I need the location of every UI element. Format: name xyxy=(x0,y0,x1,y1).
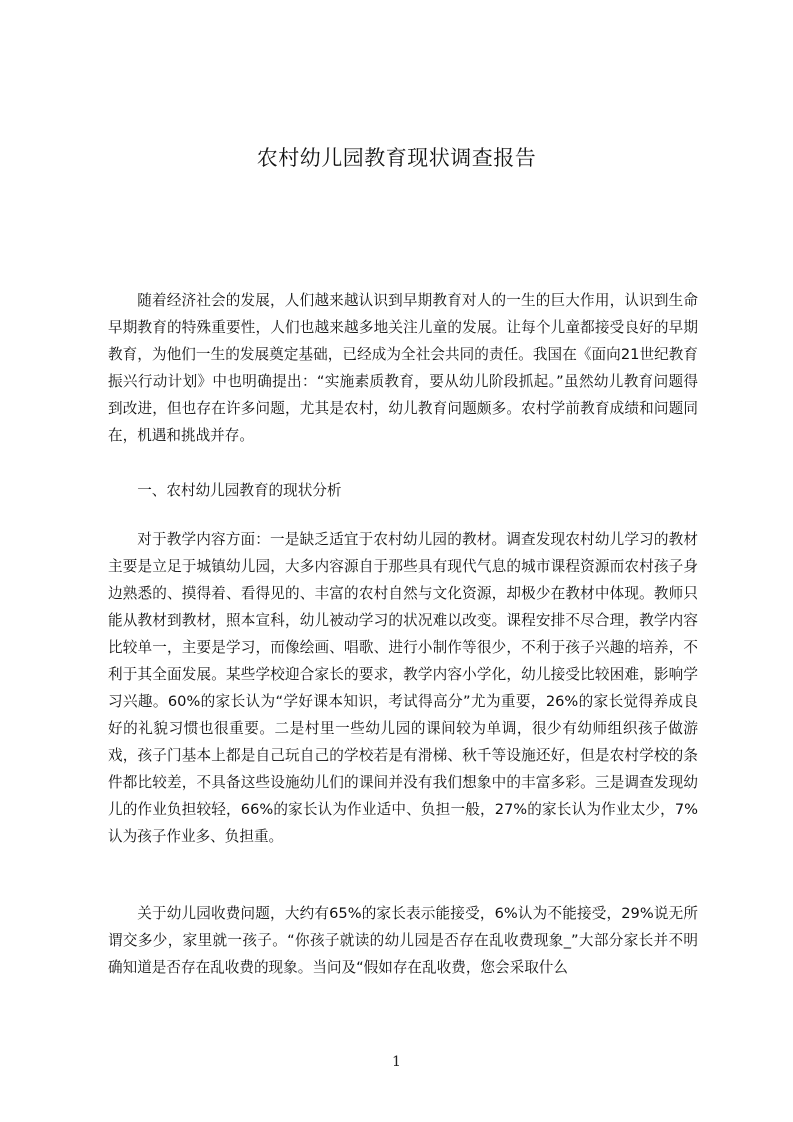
fees-paragraph: 关于幼儿园收费问题，大约有65%的家长表示能接受，6%认为不能接受，29%说无所谓交多少，家里就一孩子。“你孩子就读的幼儿园是否存在乱收费现象_”大部分家长并不明确知道是否存在乱收费的现象。当问及“假如存在乱收费，您会采取什么 xyxy=(108,905,698,976)
section-heading: 一、农村幼儿园教育的现状分析 xyxy=(137,482,342,499)
document-title: 农村幼儿园教育现状调查报告 xyxy=(256,146,537,170)
intro-paragraph: 随着经济社会的发展，人们越来越认识到早期教育对人的一生的巨大作用，认识到生命早期教育的特殊重要性，人们也越来越多地关注儿童的发展。让每个儿童都接受良好的早期教育，为他们一生的发展奠定基础，已经成为全社会共同的责任。我国在《面向21世纪教育振兴行动计划》中也明确提出：“实施素质教育，要从幼儿阶段抓起。”虽然幼儿教育问题得到改进，但也存在许多问题，尤其是农村，幼儿教育问题颇多。农村学前教育成绩和问题同在，机遇和挑战并存。 xyxy=(108,292,698,444)
page-number: 1 xyxy=(392,1054,401,1070)
teaching-content-paragraph: 对于教学内容方面：一是缺乏适宜于农村幼儿园的教材。调查发现农村幼儿学习的教材主要是立足于城镇幼儿园，大多内容源自于那些具有现代气息的城市课程资源而农村孩子身边熟悉的、摸得着、看得见的、丰富的农村自然与文化资源，却极少在教材中体现。教师只能从教材到教材，照本宣科，幼儿被动学习的状况难以改变。课程安排不尽合理，教学内容比较单一，主要是学习，而像绘画、唱歌、进行小制作等很少，不利于孩子兴趣的培养，不利于其全面发展。某些学校迎合家长的要求，教学内容小学化，幼儿接受比较困难，影响学习兴趣。60%的家长认为“学好课本知识，考试得高分”尤为重要，26%的家长觉得养成良好的礼貌习惯也很重要。二是村里一些幼儿园的课间较为单调，很少有幼师组织孩子做游戏，孩子门基本上都是自己玩自己的学校若是有滑梯、秋千等设施还好，但是农村学校的条件都比较差，不具备这些设施幼儿们的课间并没有我们想象中的丰富多彩。三是调查发现幼儿的作业负担较轻，66%的家长认为作业适中、负担一般，27%的家长认为作业太少，7%认为孩子作业多、负担重。 xyxy=(108,531,698,845)
